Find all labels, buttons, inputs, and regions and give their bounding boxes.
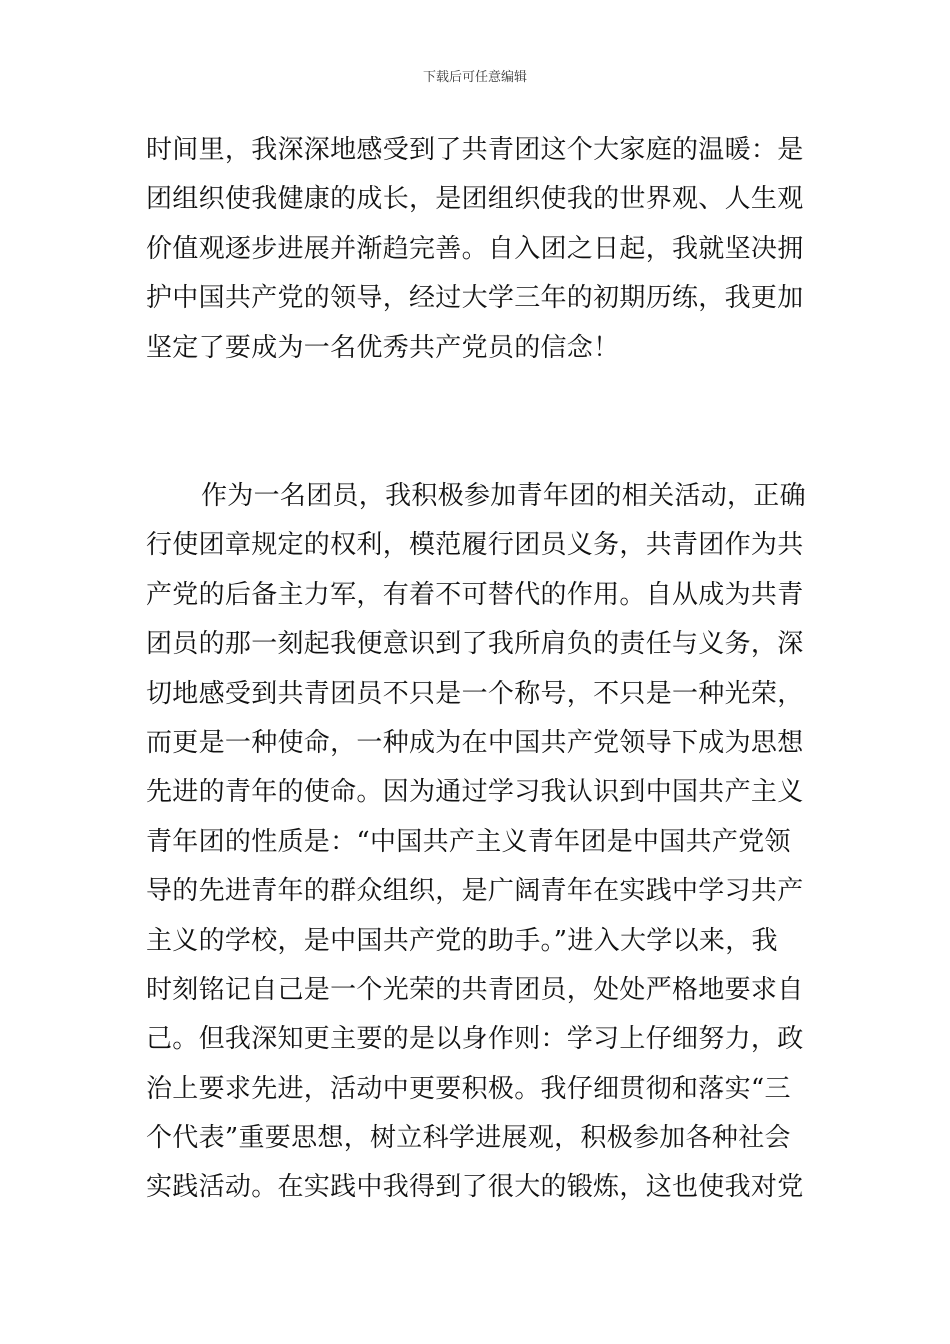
text-line: 团组织使我健康的成长，是团组织使我的世界观、人生观 bbox=[146, 184, 804, 215]
text-line: 团员的那一刻起我便意识到了我所肩负的责任与义务，深 bbox=[146, 629, 804, 660]
text-line: 护中国共产党的领导，经过大学三年的初期历练，我更加 bbox=[146, 283, 804, 314]
text-line: 行使团章规定的权利，模范履行团员义务，共青团作为共 bbox=[146, 530, 804, 561]
text-line: 时间里，我深深地感受到了共青团这个大家庭的温暖：是 bbox=[146, 135, 804, 165]
text-line: 治上要求先进，活动中更要积极。我仔细贯彻和落实“三 bbox=[146, 1073, 791, 1104]
text-line: 坚定了要成为一名优秀共产党员的信念！ bbox=[146, 332, 620, 363]
text-line: 己。但我深知更主要的是以身作则：学习上仔细努力，政 bbox=[146, 1024, 804, 1055]
text-line: 实践活动。在实践中我得到了很大的锻炼，这也使我对党 bbox=[146, 1172, 804, 1203]
text-line: 先进的青年的使命。因为通过学习我认识到中国共产主义 bbox=[146, 777, 804, 808]
paragraph-2 bbox=[146, 472, 810, 1213]
text-line: 产党的后备主力军，有着不可替代的作用。自从成为共青 bbox=[146, 579, 804, 610]
text-line: 作为一名团员，我积极参加青年团的相关活动，正确 bbox=[201, 481, 806, 511]
text-line: 价值观逐步进展并渐趋完善。自入团之日起，我就坚决拥 bbox=[146, 233, 804, 264]
text-line: 主义的学校，是中国共产党的助手。”进入大学以来，我 bbox=[146, 925, 778, 956]
text-line: 青年团的性质是：“中国共产主义青年团是中国共产党领 bbox=[146, 826, 791, 857]
text-line: 个代表”重要思想，树立科学进展观，积极参加各种社会 bbox=[146, 1123, 791, 1154]
page-header: 下载后可任意编辑 bbox=[422, 70, 527, 85]
text-line: 切地感受到共青团员不只是一个称号，不只是一种光荣， bbox=[146, 678, 804, 709]
text-line: 而更是一种使命，一种成为在中国共产党领导下成为思想 bbox=[146, 727, 804, 758]
text-line: 导的先进青年的群众组织，是广阔青年在实践中学习共产 bbox=[146, 876, 804, 907]
paragraph-1 bbox=[146, 126, 810, 373]
text-line: 时刻铭记自己是一个光荣的共青团员，处处严格地要求自 bbox=[146, 974, 804, 1005]
